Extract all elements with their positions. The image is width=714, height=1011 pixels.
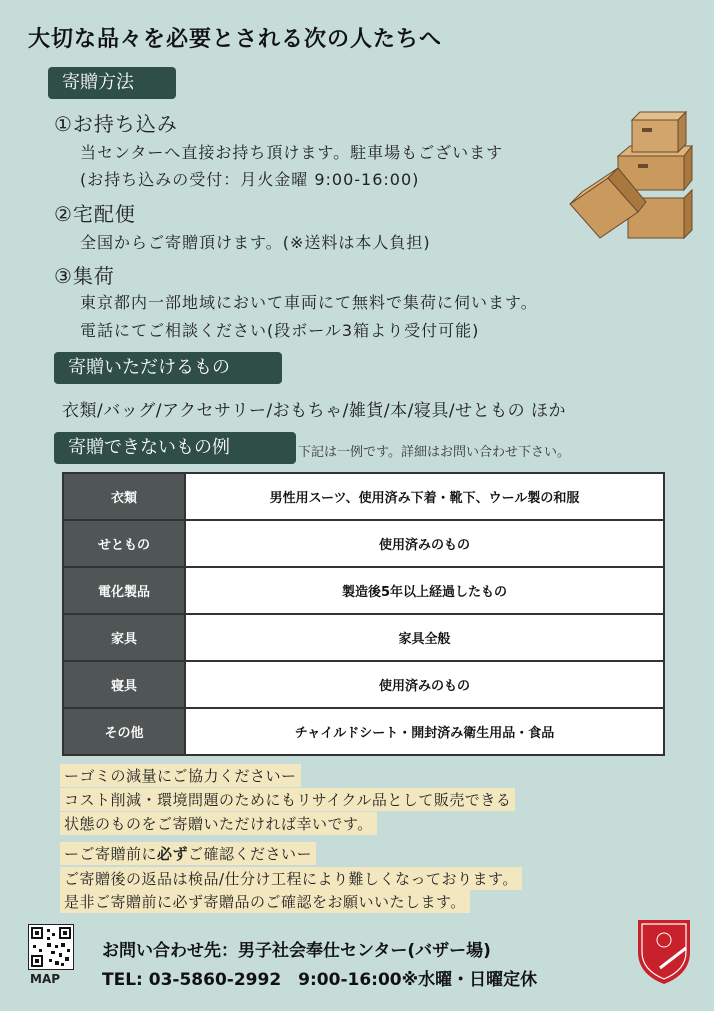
section-heading-donation-methods: 寄贈方法 — [48, 67, 176, 99]
notice-heading-confirm — [60, 842, 316, 865]
method-text: 全国からご寄贈頂けます。(※送料は本人負担) — [80, 233, 431, 252]
category-cell: その他 — [63, 708, 185, 755]
method-text: (お持ち込みの受付：月火金曜 9:00-16:00) — [80, 170, 420, 189]
salvation-army-shield-logo — [632, 914, 696, 988]
notice-text: 状態のものをご寄贈いただければ幸いです。 — [60, 812, 377, 835]
page-title: 大切な品々を必要とされる次の人たちへ — [28, 27, 443, 52]
category-cell: せともの — [63, 520, 185, 567]
notice-text: コスト削減・環境問題のためにもリサイクル品として販売できる — [60, 788, 515, 811]
category-cell: 電化製品 — [63, 567, 185, 614]
section-heading-not-accepted: 寄贈できないもの例 — [54, 432, 296, 464]
cardboard-boxes-icon — [566, 108, 696, 246]
not-accepted-table — [62, 472, 665, 756]
table-row — [63, 473, 664, 520]
accepted-items: 衣類/バッグ/アクセサリー/おもちゃ/雑貨/本/寝具/せともの ほか — [62, 401, 566, 421]
notice-heading-emphasis: 必ず — [157, 845, 189, 863]
notice-heading-post: ご確認くださいー — [188, 845, 313, 863]
table-row — [63, 614, 664, 661]
map-label: MAP — [30, 972, 61, 986]
notice-heading-waste-reduction: ーゴミの減量にご協力くださいー — [60, 764, 301, 787]
detail-cell: チャイルドシート・開封済み衛生用品・食品 — [185, 708, 664, 755]
detail-cell: 家具全般 — [185, 614, 664, 661]
method-text: 電話にてご相談ください(段ボール3箱より受付可能) — [80, 321, 480, 340]
table-row — [63, 708, 664, 755]
not-accepted-note: 下記は一例です。詳細はお問い合わせ下さい。 — [298, 445, 570, 460]
method-heading-delivery: ②宅配便 — [54, 202, 136, 226]
method-text: 当センターへ直接お持ち頂けます。駐車場もございます — [80, 143, 504, 162]
table-row — [63, 567, 664, 614]
detail-cell: 製造後5年以上経過したもの — [185, 567, 664, 614]
table-row — [63, 661, 664, 708]
detail-cell: 使用済みのもの — [185, 661, 664, 708]
section-heading-accepted: 寄贈いただけるもの — [54, 352, 282, 384]
method-heading-carry-in: ①お持ち込み — [54, 112, 178, 136]
notice-heading-pre: ーご寄贈前に — [64, 845, 158, 863]
category-cell: 衣類 — [63, 473, 185, 520]
category-cell: 寝具 — [63, 661, 185, 708]
detail-cell: 男性用スーツ、使用済み下着・靴下、ウール製の和服 — [185, 473, 664, 520]
contact-line-1: お問い合わせ先：男子社会奉仕センター(バザー場) — [102, 941, 491, 961]
table-row — [63, 520, 664, 567]
method-text: 東京都内一部地域において車両にて無料で集荷に伺います。 — [80, 293, 538, 312]
category-cell: 家具 — [63, 614, 185, 661]
contact-line-2: TEL: 03-5860-2992 9:00-16:00※水曜・日曜定休 — [102, 970, 538, 990]
method-heading-pickup: ③集荷 — [54, 264, 115, 288]
notice-text: 是非ご寄贈前に必ず寄贈品のご確認をお願いいたします。 — [60, 890, 470, 913]
notice-text: ご寄贈後の返品は検品/仕分け工程により難しくなっております。 — [60, 867, 522, 890]
detail-cell: 使用済みのもの — [185, 520, 664, 567]
qr-code-icon[interactable] — [28, 924, 74, 970]
